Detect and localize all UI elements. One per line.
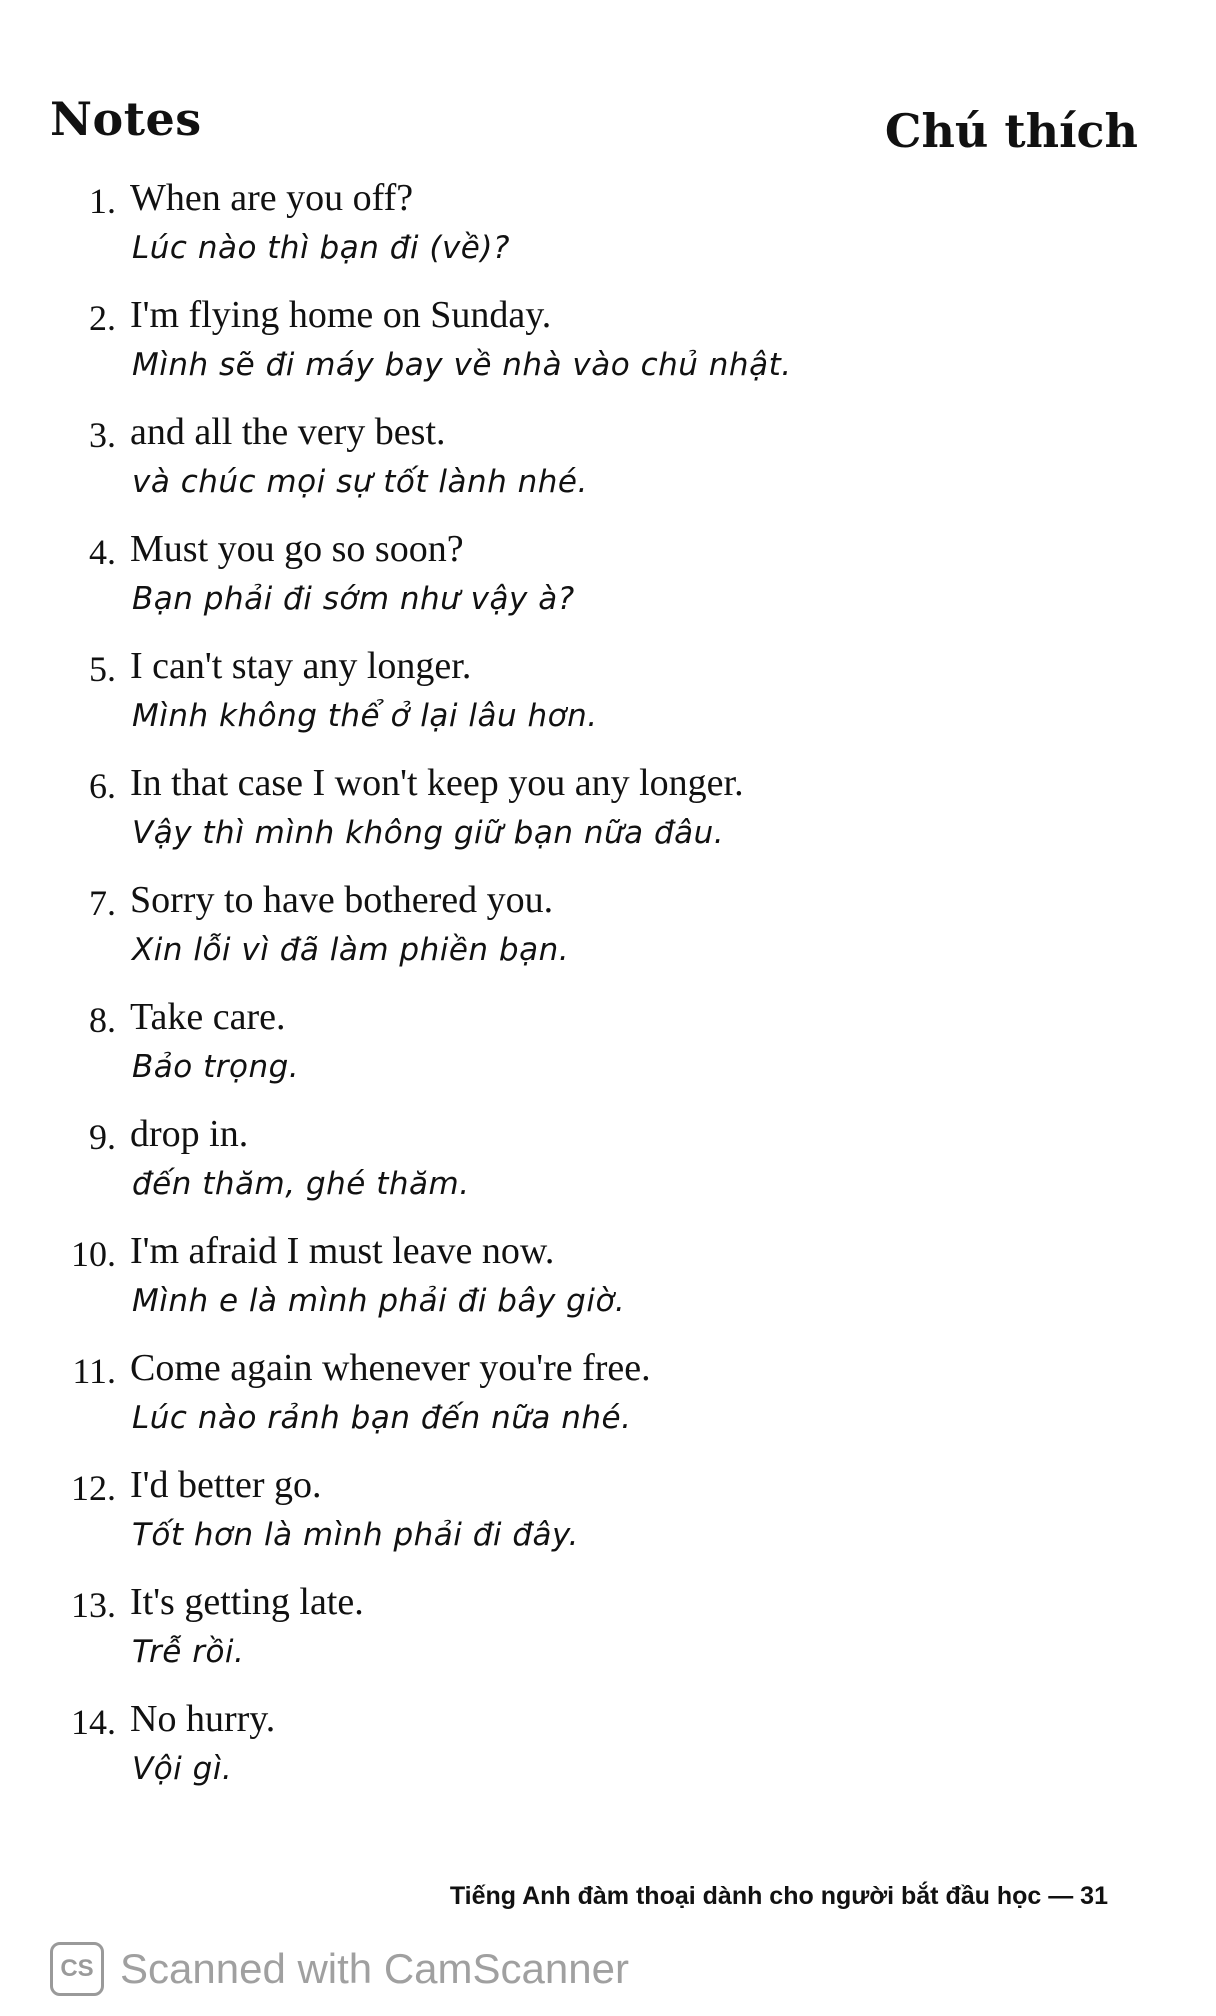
note-vietnamese: Bạn phải đi sớm như vậy à?	[132, 581, 575, 617]
note-number: 12.	[71, 1468, 116, 1508]
page-footer: Tiếng Anh đàm thoại dành cho người bắt đầu học — 31	[449, 1882, 1108, 1910]
note-vietnamese: Lúc nào rảnh bạn đến nữa nhé.	[132, 1400, 632, 1436]
note-item	[60, 1693, 1100, 1810]
note-english: Must you go so soon?	[130, 528, 464, 570]
note-number: 11.	[72, 1351, 116, 1391]
note-vietnamese: Tốt hơn là mình phải đi đây.	[132, 1517, 579, 1553]
note-number: 1.	[89, 181, 116, 221]
note-english: Come again whenever you're free.	[130, 1347, 651, 1389]
camscanner-logo-icon: CS	[50, 1942, 104, 1996]
note-vietnamese: Mình không thể ở lại lâu hơn.	[132, 698, 598, 734]
note-vietnamese: Bảo trọng.	[132, 1049, 300, 1085]
note-vietnamese: Mình sẽ đi máy bay về nhà vào chủ nhật.	[132, 347, 792, 383]
note-english: and all the very best.	[130, 411, 446, 453]
note-vietnamese: Vậy thì mình không giữ bạn nữa đâu.	[132, 815, 725, 851]
notes-heading: Notes	[50, 92, 202, 146]
note-english: I'm flying home on Sunday.	[130, 294, 552, 336]
note-number: 2.	[89, 298, 116, 338]
notes-heading-vietnamese: Chú thích	[884, 104, 1138, 158]
note-item	[60, 1342, 1100, 1459]
note-item	[60, 406, 1100, 523]
note-item	[60, 289, 1100, 406]
note-english: I'm afraid I must leave now.	[130, 1230, 555, 1272]
note-item	[60, 523, 1100, 640]
note-number: 7.	[89, 883, 116, 923]
note-item	[60, 1108, 1100, 1225]
note-item	[60, 1576, 1100, 1693]
note-number: 4.	[89, 532, 116, 572]
note-english: Sorry to have bothered you.	[130, 879, 554, 921]
note-english: Take care.	[130, 996, 286, 1038]
note-item	[60, 1459, 1100, 1576]
note-item	[60, 172, 1100, 289]
note-english: drop in.	[130, 1113, 249, 1155]
note-number: 8.	[89, 1000, 116, 1040]
note-english: In that case I won't keep you any longer.	[130, 762, 744, 804]
note-vietnamese: và chúc mọi sự tốt lành nhé.	[132, 464, 588, 500]
notes-list	[60, 172, 1100, 1810]
note-number: 9.	[89, 1117, 116, 1157]
note-item	[60, 1225, 1100, 1342]
note-item	[60, 874, 1100, 991]
note-item	[60, 757, 1100, 874]
note-english: I'd better go.	[130, 1464, 322, 1506]
note-english: No hurry.	[130, 1698, 276, 1740]
note-number: 13.	[71, 1585, 116, 1625]
note-number: 5.	[89, 649, 116, 689]
note-vietnamese: đến thăm, ghé thăm.	[132, 1166, 470, 1202]
note-number: 6.	[89, 766, 116, 806]
note-vietnamese: Mình e là mình phải đi bây giờ.	[132, 1283, 626, 1319]
note-vietnamese: Trễ rồi.	[132, 1634, 245, 1670]
note-item	[60, 991, 1100, 1108]
note-item	[60, 640, 1100, 757]
note-vietnamese: Xin lỗi vì đã làm phiền bạn.	[132, 932, 570, 968]
note-number: 14.	[71, 1702, 116, 1742]
note-vietnamese: Vội gì.	[132, 1751, 233, 1787]
watermark-text: Scanned with CamScanner	[120, 1945, 629, 1992]
note-english: When are you off?	[130, 177, 414, 219]
note-number: 3.	[89, 415, 116, 455]
camscanner-watermark	[50, 1942, 629, 1996]
note-english: It's getting late.	[130, 1581, 364, 1623]
note-english: I can't stay any longer.	[130, 645, 472, 687]
note-vietnamese: Lúc nào thì bạn đi (về)?	[132, 230, 510, 266]
note-number: 10.	[71, 1234, 116, 1274]
